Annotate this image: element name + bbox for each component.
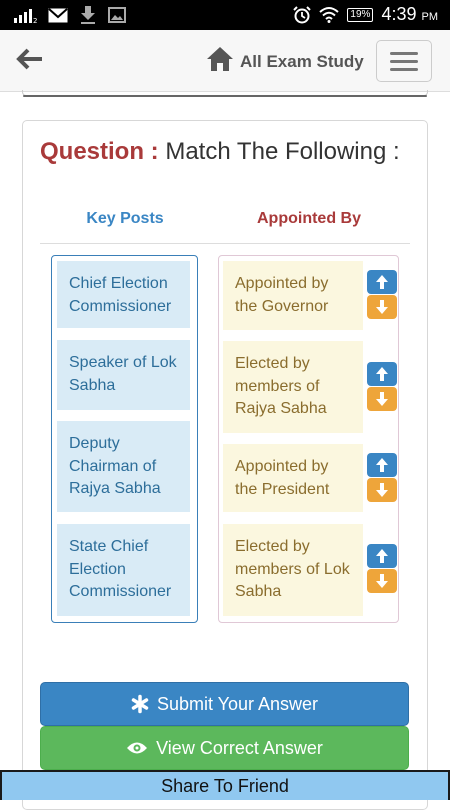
appointed-by-item[interactable]: Appointed by the President [223,444,363,512]
arrow-up-icon [375,457,389,473]
wifi-icon [319,7,339,23]
reorder-controls [367,270,397,319]
hamburger-menu-button[interactable] [376,40,432,82]
move-up-button[interactable] [367,544,397,568]
move-up-button[interactable] [367,453,397,477]
arrow-down-icon [375,573,389,589]
share-label: Share To Friend [161,775,289,796]
question-text: Match The Following : [165,138,400,165]
question-label: Question : [40,138,159,165]
left-column-header: Key Posts [86,210,164,227]
submit-answer-button[interactable] [40,682,409,726]
reorder-controls [367,453,397,502]
battery-indicator: 19% [347,8,373,22]
app-brand[interactable] [206,46,364,72]
move-down-button[interactable] [367,478,397,502]
reorder-controls [367,544,397,593]
view-correct-answer-label: View Correct Answer [156,737,323,758]
key-post-item: Speaker of Lok Sabha [57,340,190,410]
share-to-friend-bar[interactable] [0,770,450,800]
app-header [0,30,450,92]
submit-answer-label: Submit Your Answer [156,693,319,714]
move-up-button[interactable] [367,362,397,386]
question-heading [40,138,400,166]
appointed-by-item[interactable]: Appointed by the Governor [223,261,363,330]
menu-bar [390,68,418,71]
home-icon [206,46,234,72]
status-bar-left [14,6,126,24]
svg-text:2: 2 [33,17,38,25]
app-title: All Exam Study [240,52,364,71]
move-down-button[interactable] [367,387,397,411]
image-icon [108,7,126,23]
menu-bar [390,60,418,63]
appointed-by-item[interactable]: Elected by members of Rajya Sabha [223,341,363,433]
clock-time: 4:39 [381,4,417,24]
arrow-down-icon [375,299,389,315]
arrow-down-icon [375,482,389,498]
view-correct-answer-button[interactable] [40,726,409,770]
appointed-by-item[interactable]: Elected by members of Lok Sabha [223,524,363,616]
menu-bar [390,52,418,55]
reorder-controls [367,362,397,411]
arrow-up-icon [375,366,389,382]
key-post-item: Deputy Chairman of Rajya Sabha [57,421,190,512]
right-column-header: Appointed By [257,210,361,227]
status-bar [0,0,450,30]
key-post-item: Chief Election Commissioner [57,261,190,328]
download-icon [80,6,96,24]
alarm-icon [293,6,311,24]
clock [381,4,438,25]
back-button[interactable] [16,48,46,74]
back-arrow-icon [16,48,44,70]
asterisk-icon [131,695,149,713]
clock-ampm: PM [421,11,438,23]
mail-icon [48,8,68,23]
move-down-button[interactable] [367,295,397,319]
move-down-button[interactable] [367,569,397,593]
key-post-item: State Chief Election Commissioner [57,524,190,616]
status-bar-right [293,4,438,25]
eye-icon [126,741,148,755]
move-up-button[interactable] [367,270,397,294]
arrow-up-icon [375,274,389,290]
previous-card-edge [22,90,428,96]
arrow-up-icon [375,548,389,564]
signal-icon [14,7,36,23]
header-divider [40,243,410,244]
arrow-down-icon [375,391,389,407]
